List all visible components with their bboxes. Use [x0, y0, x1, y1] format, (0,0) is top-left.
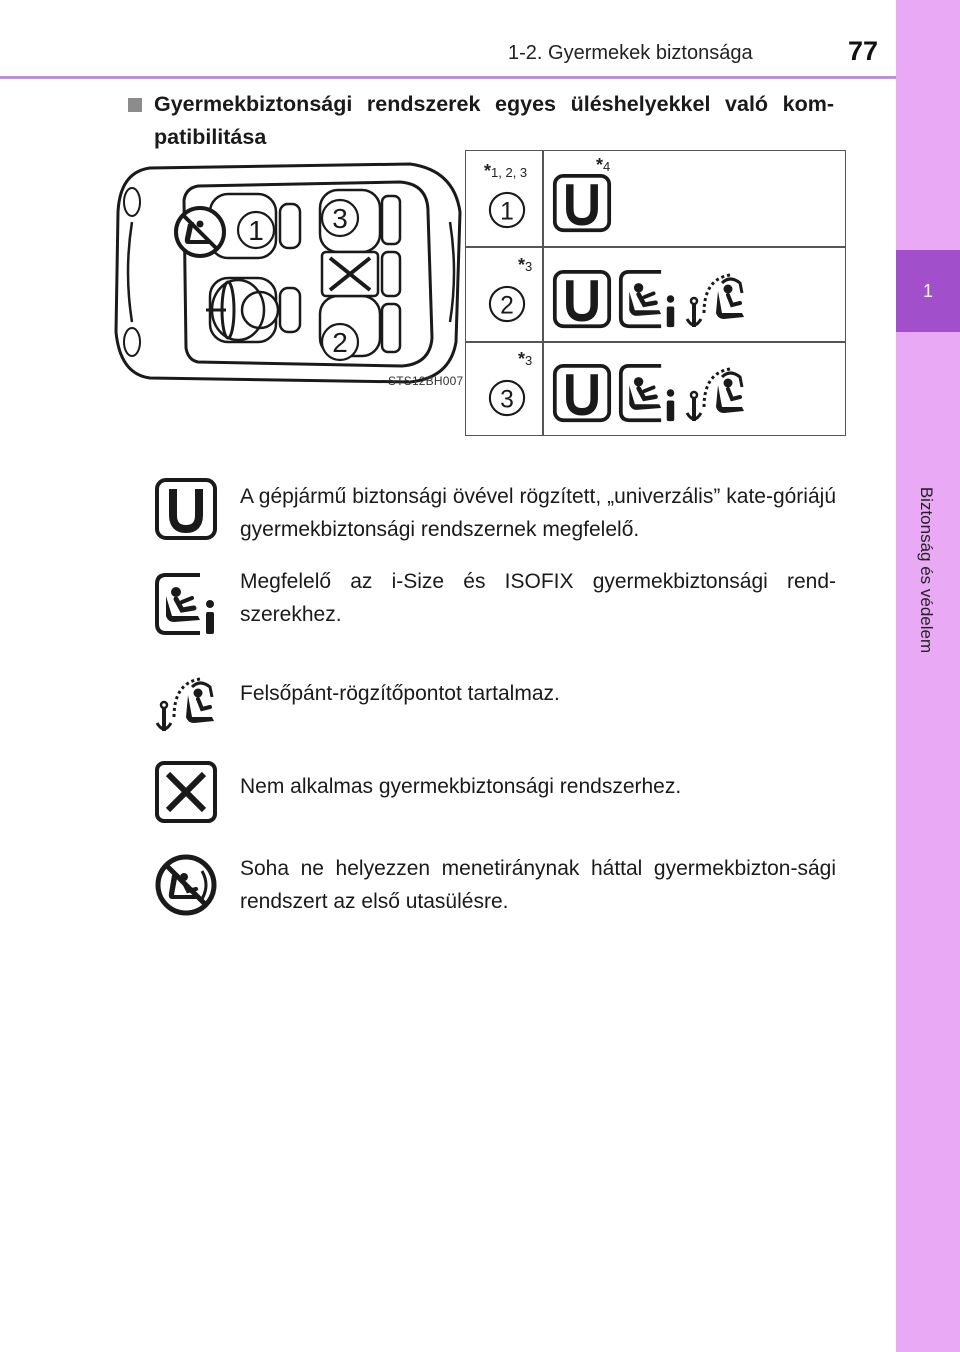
svg-text:2: 2	[500, 292, 514, 320]
seat-1-note: *1, 2, 3	[484, 161, 528, 181]
universal-icon	[552, 173, 612, 233]
top-tether-icon	[684, 363, 748, 427]
page-header-title: 1-2. Gyermekek biztonsága	[508, 42, 753, 64]
top-tether-icon	[684, 269, 748, 333]
diagram-code: STS12BH007	[388, 374, 464, 388]
seat-3-note: *3	[518, 349, 533, 369]
section-heading: Gyermekbiztonsági rendszerek egyes üléshelyekkel való kom-patibilitása	[154, 92, 834, 149]
top-tether-icon	[154, 673, 218, 737]
not-suitable-icon	[154, 760, 218, 824]
legend-tether-text: Felsőpánt-rögzítőpontot tartalmaz.	[240, 682, 560, 705]
no-rear-facing-icon	[154, 853, 218, 917]
diagram-seat-1-label: 1	[248, 215, 264, 246]
seat-1-icons-note: *4	[596, 155, 611, 175]
chapter-number: 1	[922, 280, 933, 301]
compatibility-table	[465, 150, 846, 436]
universal-icon	[552, 363, 612, 423]
table-row-divider	[466, 341, 845, 343]
diagram-seat-2-label: 2	[332, 327, 348, 358]
legend-no-rear-facing-text: Soha ne helyezzen menetiránynak háttal gyermekbizton-sági rendszert az első utasülésre.	[240, 857, 836, 913]
legend-isize-text: Megfelelő az i-Size és ISOFIX gyermekbiztonsági rend-szerekhez.	[240, 570, 836, 626]
seat-1-number-icon	[488, 191, 526, 229]
car-seat-diagram	[110, 152, 470, 392]
diagram-seat-3-label: 3	[332, 203, 348, 234]
isize-isofix-icon	[618, 363, 678, 423]
chapter-title-vertical	[916, 486, 936, 654]
isize-isofix-icon	[154, 572, 218, 636]
seat-2-number-icon	[488, 285, 526, 323]
chapter-title: Biztonság és védelem	[917, 486, 936, 654]
isize-isofix-icon	[618, 269, 678, 329]
seat-2-note: *3	[518, 255, 533, 275]
side-strip	[896, 0, 960, 1352]
universal-icon	[154, 477, 218, 541]
table-row-divider	[466, 246, 845, 248]
universal-icon	[552, 269, 612, 329]
legend-universal-text: A gépjármű biztonsági övével rögzített, „univerzális” kate-góriájú gyermekbiztonsági rendszernek megfelelő.	[240, 485, 836, 541]
svg-text:1: 1	[500, 198, 514, 226]
legend-not-suitable-text: Nem alkalmas gyermekbiztonsági rendszerhez.	[240, 775, 682, 798]
chapter-tab[interactable]	[896, 250, 960, 332]
page-number: 77	[848, 36, 879, 66]
svg-text:3: 3	[500, 386, 514, 414]
section-bullet-icon	[128, 98, 142, 112]
table-column-divider	[542, 151, 544, 435]
seat-3-number-icon	[488, 379, 526, 417]
header-rule	[0, 76, 896, 79]
